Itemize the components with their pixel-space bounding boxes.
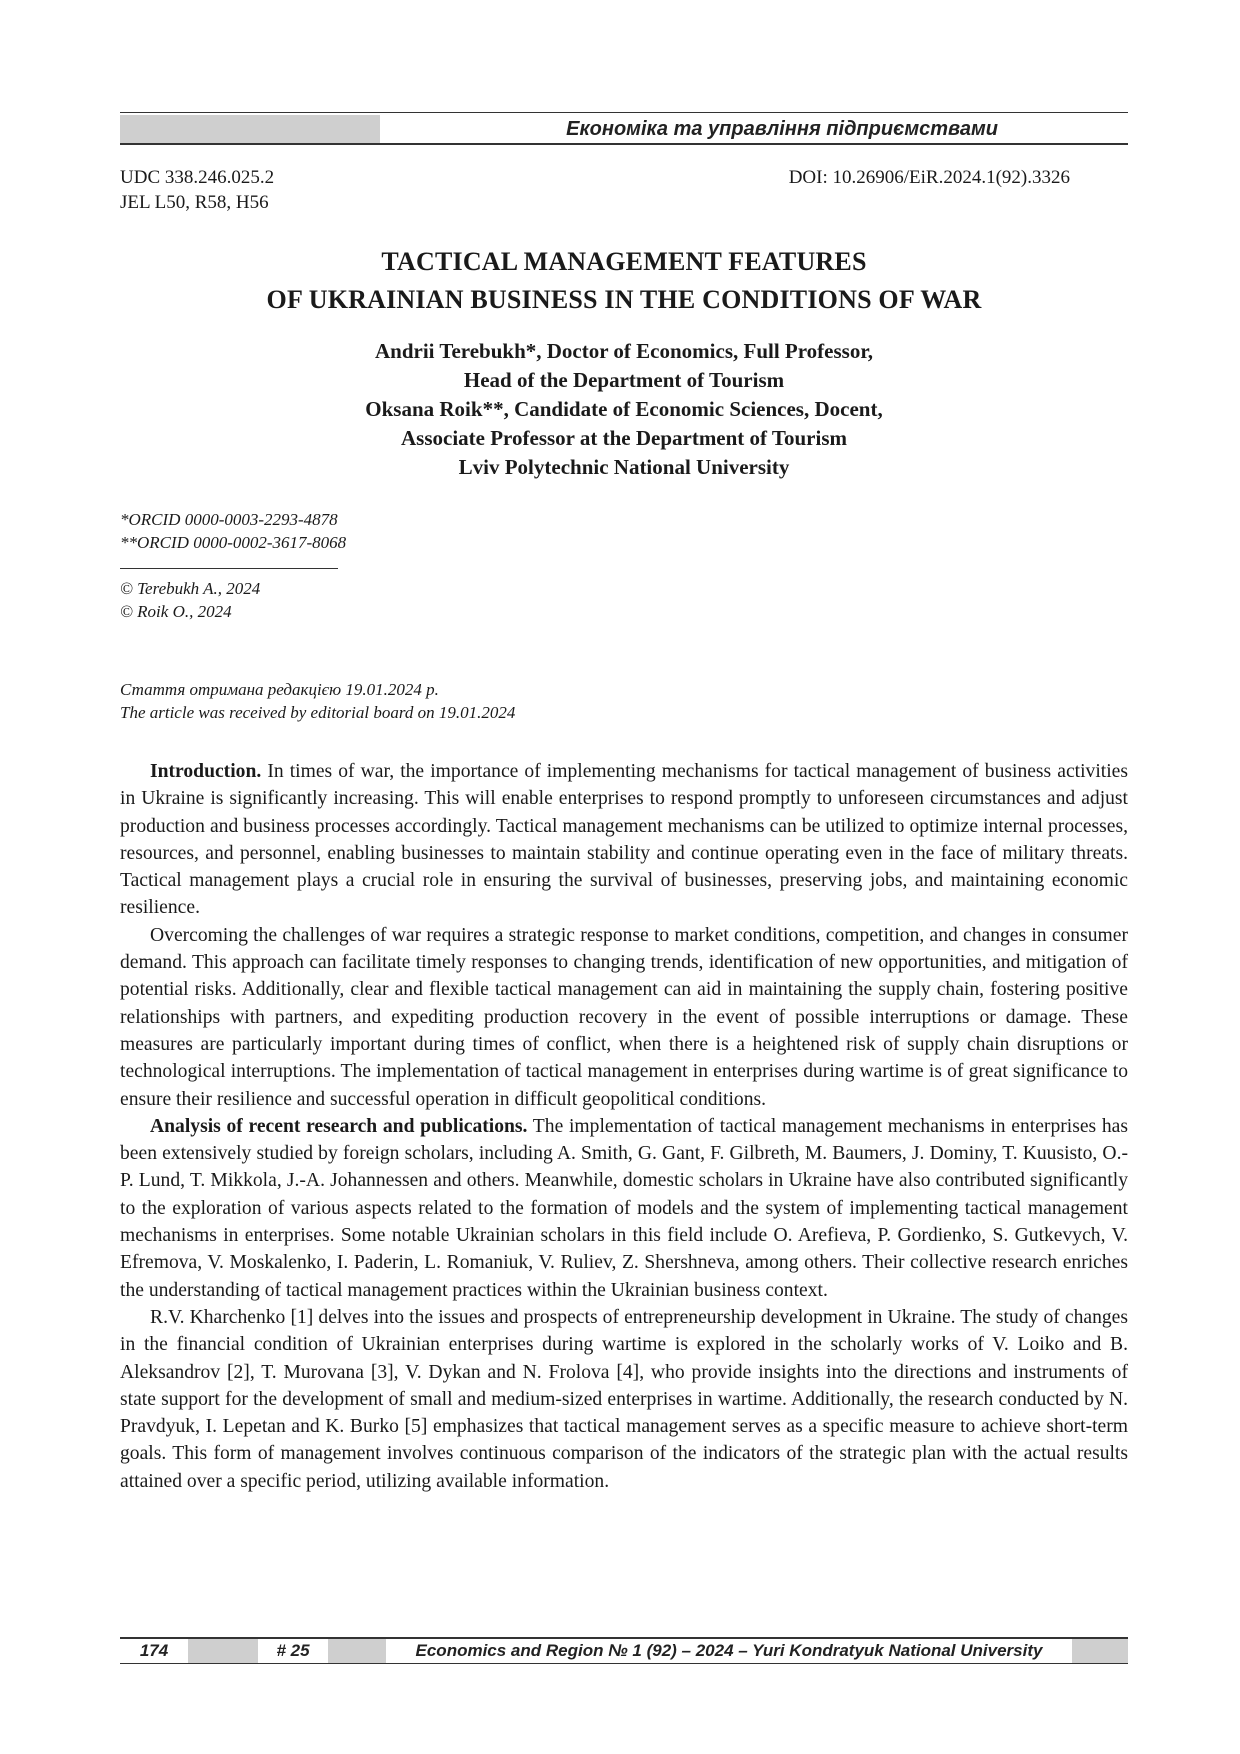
received-line-uk: Стаття отримана редакцією 19.01.2024 р.: [120, 680, 439, 699]
page-number: 174: [139, 1641, 169, 1660]
article-body: [120, 758, 1128, 1495]
footer-grey-block: [328, 1639, 386, 1663]
received-block: [120, 678, 1128, 724]
title-line: OF UKRAINIAN BUSINESS IN THE CONDITIONS OF WAR: [266, 285, 982, 314]
paragraph-text: Overcoming the challenges of war requires a strategic response to market conditions, competition, and changes in consumer demand. This approach can facilitate timely responses to changing trends, identification of new opportunities, and mitigation of potential risks. Additionally, clear and flexible tactical management can aid in maintaining the supply chain, fostering positive relationships with partners, and expediting production recovery in the event of possible interruptions or damage. These measures are particularly important during times of conflict, when there is a heightened risk of supply chain disruptions or technological interruptions. The implementation of tactical management in enterprises during wartime is of great significance to ensure their resilience and successful operation in difficult geopolitical conditions.: [120, 924, 1128, 1110]
page: [120, 112, 1128, 1495]
copyright-block: [120, 577, 1128, 623]
separator-line: [120, 568, 338, 569]
article-meta: [120, 165, 1128, 215]
issue-number: # 25: [276, 1641, 310, 1660]
paragraph: [120, 1304, 1128, 1495]
footer-grey-block: [188, 1639, 258, 1663]
page-footer: [120, 1637, 1128, 1664]
paragraph: [120, 758, 1128, 922]
journal-name: Economics and Region № 1 (92) – 2024 – Yuri Kondratyuk National University: [415, 1641, 1043, 1660]
journal-section-title: Економіка та управління підприємствами: [566, 118, 998, 140]
copyright-line: © Roik O., 2024: [120, 602, 232, 621]
classification-codes: [120, 165, 274, 215]
received-line-en: The article was received by editorial board on 19.01.2024: [120, 703, 516, 722]
copyright-line: © Terebukh A., 2024: [120, 579, 261, 598]
title-line: TACTICAL MANAGEMENT FEATURES: [381, 247, 867, 276]
author-line: Associate Professor at the Department of Tourism: [401, 426, 847, 450]
header-grey-block: [120, 115, 380, 143]
section-heading: Introduction.: [150, 761, 262, 782]
author-line: Head of the Department of Tourism: [463, 368, 785, 392]
header-rule: [120, 112, 1128, 113]
paragraph-text: The implementation of tactical management mechanisms in enterprises has been extensively studied by foreign scholars, including A. Smith, G. Gant, F. Gilbreth, M. Baumers, J. Dominy, T. Kuusisto, O.-P. Lund, T. Mikkola, J.-A. Johannessen and others. Meanwhile, domestic scholars in Ukraine have also contributed significantly to the exploration of various aspects related to the formation of models and the system of implementing tactical management mechanisms in enterprises. Some notable Ukrainian scholars in this field include O. Arefieva, P. Gordienko, S. Gutkevych, V. Efremova, V. Moskalenko, I. Paderin, L. Romaniuk, V. Ruliev, Z. Shershneva, among others. Their collective research enriches the understanding of tactical management practices within the Ukrainian business context.: [120, 1115, 1128, 1301]
jel-code: JEL L50, R58, H56: [120, 192, 269, 213]
orcid-line: *ORCID 0000-0003-2293-4878: [120, 510, 338, 529]
paragraph-text: R.V. Kharchenko [1] delves into the issues and prospects of entrepreneurship development in Ukraine. The study of changes in the financial condition of Ukrainian enterprises during wartime is explored in the scholarly works of V. Loiko and B. Aleksandrov [2], T. Murovana [3], V. Dykan and N. Frolova [4], who provide insights into the directions and instruments of state support for the development of small and medium-sized enterprises in wartime. Additionally, the research conducted by N. Pravdyuk, I. Lepetan and K. Burko [5] emphasizes that tactical management serves as a specific measure to achieve short-term goals. This form of management involves continuous comparison of the indicators of the strategic plan with the actual results attained over a specific period, utilizing available information.: [120, 1306, 1128, 1492]
udc-code: UDC 338.246.025.2: [120, 167, 275, 188]
paragraph: [120, 922, 1128, 1113]
journal-header: [120, 115, 1128, 145]
orcid-line: **ORCID 0000-0002-3617-8068: [120, 533, 347, 552]
paragraph: [120, 1113, 1128, 1304]
footer-band: [120, 1639, 1128, 1664]
affiliation: Lviv Polytechnic National University: [458, 455, 790, 479]
section-heading: Analysis of recent research and publications.: [150, 1115, 528, 1137]
author-line: Andrii Terebukh*, Doctor of Economics, Full Professor,: [374, 339, 873, 363]
paragraph-text: In times of war, the importance of implementing mechanisms for tactical management of business activities in Ukraine is significantly increasing. This will enable enterprises to respond promptly to unforeseen circumstances and adjust production and business processes accordingly. Tactical management mechanisms can be utilized to optimize internal processes, resources, and personnel, enabling businesses to maintain stability and continue operating even in the face of military threats. Tactical management plays a crucial role in ensuring the survival of businesses, preserving jobs, and maintaining economic resilience.: [120, 761, 1128, 919]
orcid-block: [120, 508, 1128, 554]
author-line: Oksana Roik**, Candidate of Economic Sciences, Docent,: [365, 397, 883, 421]
authors-block: [120, 337, 1128, 482]
doi: DOI: 10.26906/EiR.2024.1(92).3326: [788, 167, 1070, 188]
article-title: [120, 243, 1128, 319]
footer-grey-block: [1072, 1639, 1128, 1663]
